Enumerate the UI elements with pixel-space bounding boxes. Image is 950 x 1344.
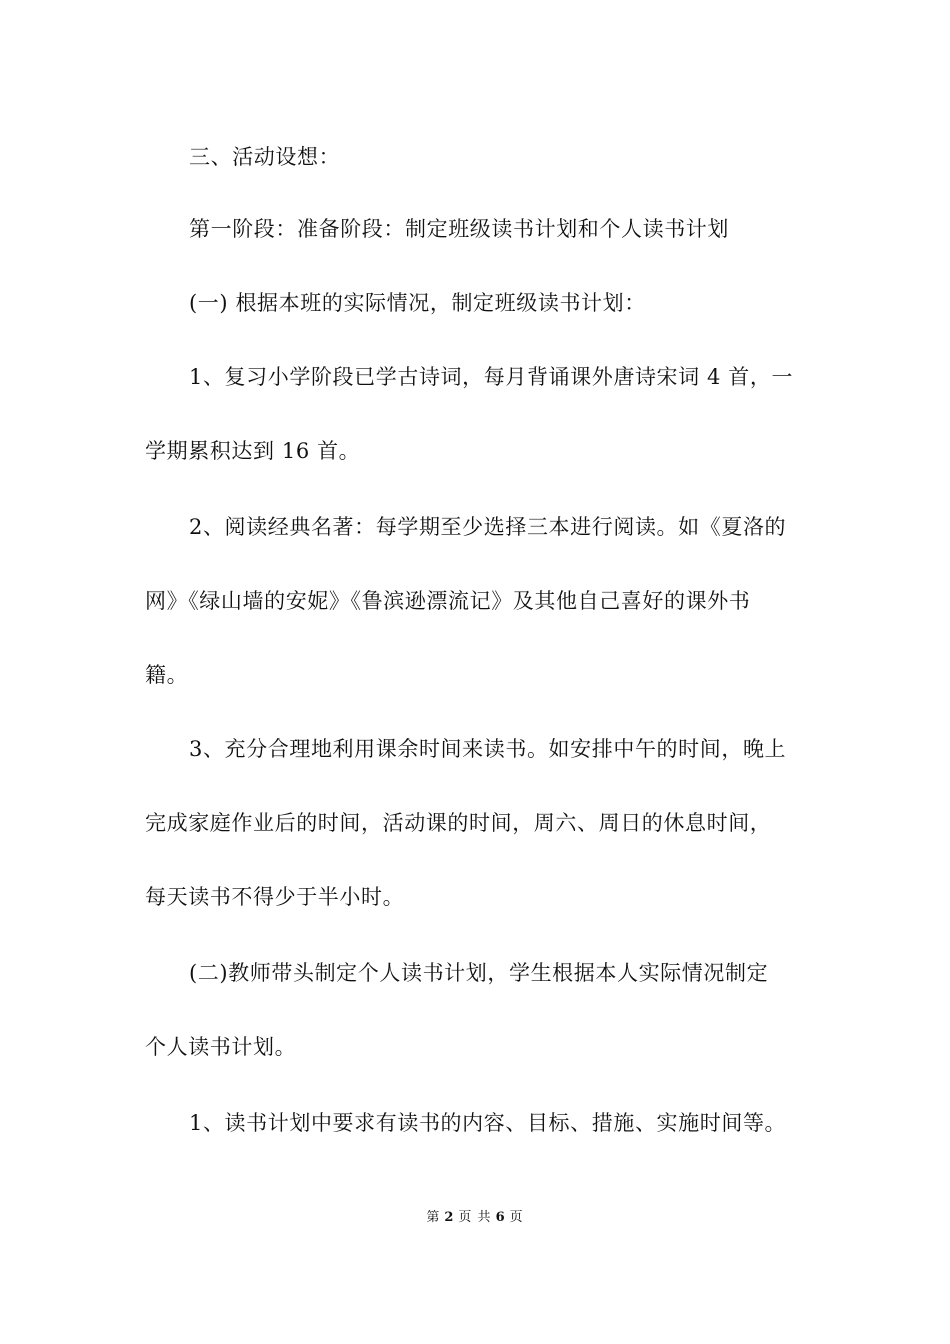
paragraph-3-line-3: 每天读书不得少于半小时。 [145, 885, 405, 909]
footer-total-pages: 6 [495, 1210, 506, 1225]
paragraph-3-line-1: 3、充分合理地利用课余时间来读书。如安排中午的时间，晚上 [189, 737, 787, 761]
paragraph-2-line-2: 网》《绿山墙的安妮》《鲁滨逊漂流记》及其他自己喜好的课外书 [145, 589, 751, 613]
footer-prefix: 第 [426, 1210, 441, 1225]
paragraph-2-line-1: 2、阅读经典名著：每学期至少选择三本进行阅读。如《夏洛的 [189, 515, 787, 539]
paragraph-1-line-2: 学期累积达到 16 首。 [145, 439, 361, 463]
footer-current-page: 2 [444, 1210, 455, 1225]
footer-middle: 页 共 [458, 1210, 492, 1225]
section-heading: 三、活动设想： [189, 145, 341, 169]
paragraph-4-line-1: 1、读书计划中要求有读书的内容、目标、措施、实施时间等。 [189, 1111, 787, 1135]
stage-heading: 第一阶段：准备阶段：制定班级读书计划和个人读书计划 [189, 217, 729, 241]
subsection-heading-2-line-1: (二)教师带头制定个人读书计划，学生根据本人实际情况制定 [189, 961, 769, 985]
subsection-heading-1: (一) 根据本班的实际情况，制定班级读书计划： [189, 291, 646, 315]
paragraph-2-line-3: 籍。 [145, 663, 189, 687]
paragraph-3-line-2: 完成家庭作业后的时间，活动课的时间，周六、周日的休息时间， [145, 811, 772, 835]
paragraph-1-line-1: 1、复习小学阶段已学古诗词，每月背诵课外唐诗宋词 4 首，一 [189, 365, 794, 389]
page-footer [0, 1208, 950, 1228]
subsection-heading-2-line-2: 个人读书计划。 [145, 1035, 297, 1059]
footer-suffix: 页 [509, 1210, 524, 1225]
